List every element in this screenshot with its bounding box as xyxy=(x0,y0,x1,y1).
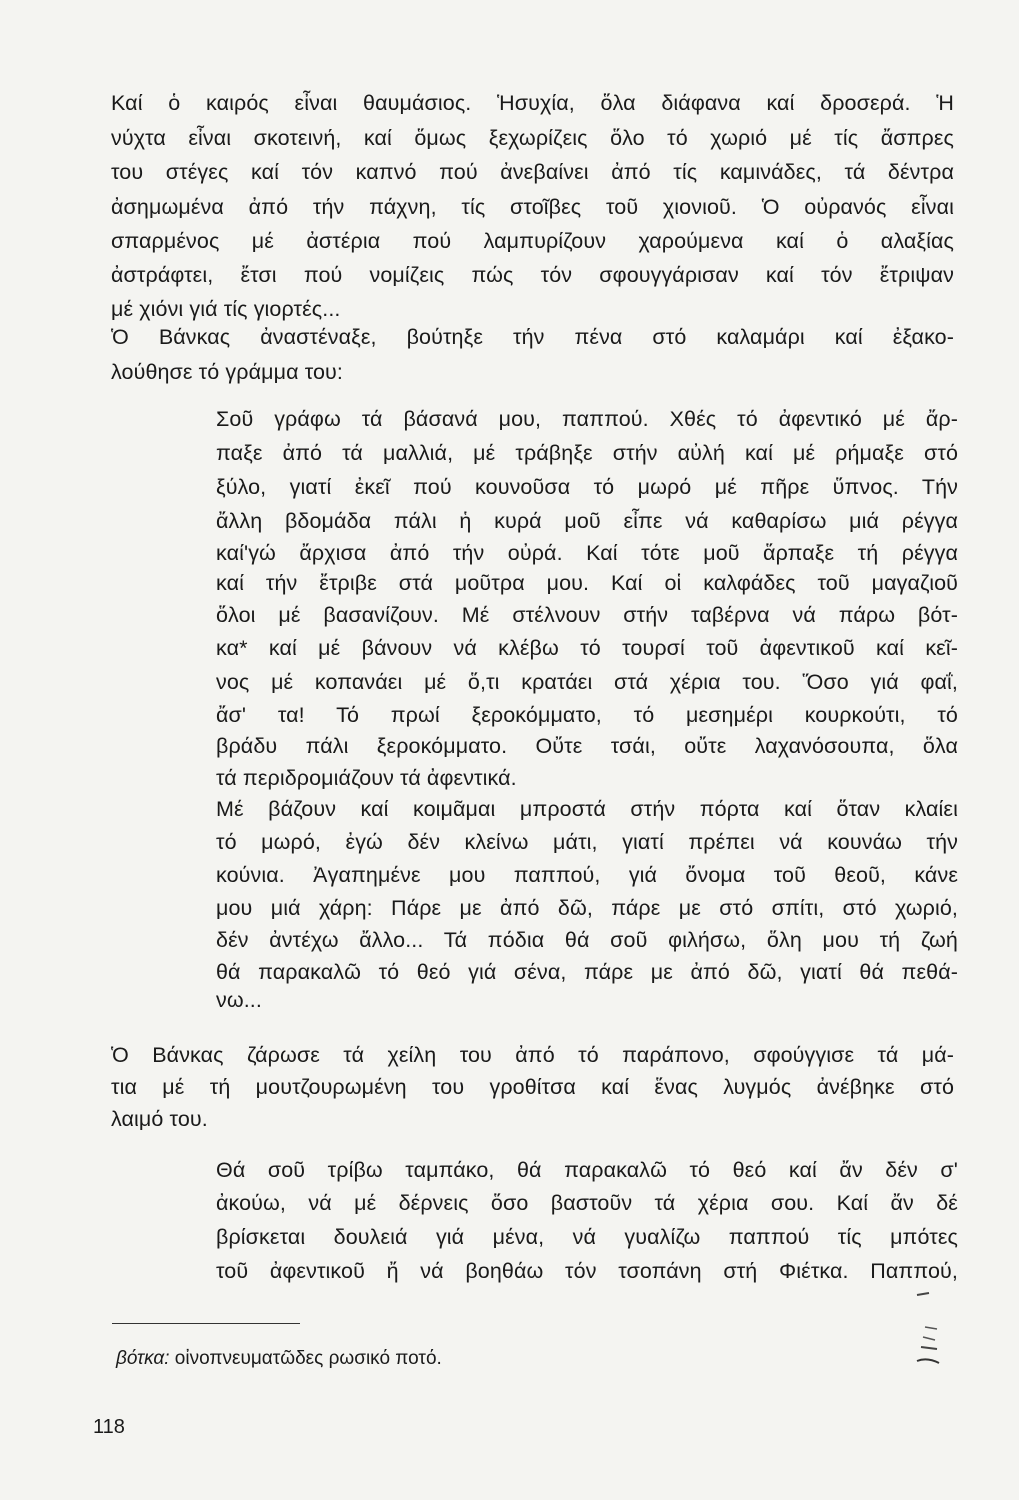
letter-line: τοῦ ἀφεντικοῦ ἤ νά βοηθάω τόν τσοπάνη στή Φιέτκα. Παππού, xyxy=(216,1259,958,1283)
text-line: σπαρμένος μέ ἀστέρια πού λαμπυρίζουν χαρούμενα καί ὁ αλαξίας xyxy=(111,229,954,253)
text-line: μέ χιόνι γιά τίς γιορτές... xyxy=(111,297,341,321)
text-line: του στέγες καί τόν καπνό πού ἀνεβαίνει ἀπό τίς καμινάδες, τά δέντρα xyxy=(111,160,954,184)
letter-line: ὅλοι μέ βασανίζουν. Μέ στέλνουν στήν ταβέρνα νά πάρω βότ- xyxy=(216,603,958,627)
letter-line: νος μέ κοπανάει μέ ὅ,τι κρατάει στά χέρια του. Ὅσο γιά φαΐ, xyxy=(216,670,958,694)
letter-line: νω... xyxy=(216,988,262,1012)
letter-line: Σοῦ γράφω τά βάσανά μου, παππού. Χθές τό ἀφεντικό μέ ἄρ- xyxy=(216,407,958,431)
letter-line: τά περιδρομιάζουν τά ἀφεντικά. xyxy=(216,766,517,790)
footnote-divider xyxy=(112,1323,300,1324)
text-line: ἀσημωμένα ἀπό τήν πάχνη, τίς στοῖβες τοῦ χιονιοῦ. Ὁ οὐρανός εἶναι xyxy=(111,195,954,219)
text-line: λούθησε τό γράμμα του: xyxy=(111,360,343,384)
letter-line: κα* καί μέ βάνουν νά κλέβω τό τουρσί τοῦ ἀφεντικοῦ καί κεῖ- xyxy=(216,636,958,660)
letter-line: ἀκούω, νά μέ δέρνεις ὅσο βαστοῦν τά χέρια σου. Καί ἄν δέ xyxy=(216,1191,958,1215)
letter-line: βράδυ πάλι ξεροκόμματο. Οὔτε τσάι, οὔτε λαχανόσουπα, ὅλα xyxy=(216,734,958,758)
letter-line: δέν ἀντέχω ἄλλο... Τά πόδια θά σοῦ φιλήσω, ὅλη μου τή ζωή xyxy=(216,928,958,952)
page-number: 118 xyxy=(93,1416,125,1438)
footnote-term: βότκα: xyxy=(116,1348,170,1369)
text-line: ἀστράφτει, ἔτσι πού νομίζεις πώς τόν σφουγγάρισαν καί τόν ἔτριψαν xyxy=(111,263,954,287)
margin-pencil-mark xyxy=(905,1285,945,1385)
text-line: νύχτα εἶναι σκοτεινή, καί ὅμως ξεχωρίζεις ὅλο τό χωριό μέ τίς ἄσπρες xyxy=(111,126,954,150)
letter-line: καί'γώ ἄρχισα ἀπό τήν οὐρά. Καί τότε μοῦ ἅρπαξε τή ρέγγα xyxy=(216,541,958,565)
letter-line: Μέ βάζουν καί κοιμᾶμαι μπροστά στήν πόρτα καί ὅταν κλαίει xyxy=(216,797,958,821)
letter-line: βρίσκεται δουλειά γιά μένα, νά γυαλίζω παππού τίς μπότες xyxy=(216,1225,958,1249)
letter-line: κούνια. Ἀγαπημένε μου παππού, γιά ὄνομα τοῦ θεοῦ, κάνε xyxy=(216,863,958,887)
letter-line: παξε ἀπό τά μαλλιά, μέ τράβηξε στήν αὐλή καί μέ ρήμαξε στό xyxy=(216,441,958,465)
text-line: Ὁ Βάνκας ζάρωσε τά χείλη του ἀπό τό παράπονο, σφούγγισε τά μά- xyxy=(111,1043,954,1067)
letter-line: ξύλο, γιατί ἐκεῖ πού κουνοῦσα τό μωρό μέ πῆρε ὕπνος. Τήν xyxy=(216,475,958,499)
letter-line: μου μιά χάρη: Πάρε με ἀπό δῶ, πάρε με στό σπίτι, στό χωριό, xyxy=(216,896,958,920)
letter-line: ἄσ' τα! Τό πρωί ξεροκόμματο, τό μεσημέρι κουρκούτι, τό xyxy=(216,703,958,727)
text-line: τια μέ τή μουτζουρωμένη του γροθίτσα καί ἕνας λυγμός ἀνέβηκε στό xyxy=(111,1075,954,1099)
text-line: λαιμό του. xyxy=(111,1107,208,1131)
letter-line: Θά σοῦ τρίβω ταμπάκο, θά παρακαλῶ τό θεό καί ἄν δέν σ' xyxy=(216,1158,958,1182)
text-line: Καί ὁ καιρός εἶναι θαυμάσιος. Ἡσυχία, ὅλα διάφανα καί δροσερά. Ἡ xyxy=(111,91,954,115)
letter-line: θά παρακαλῶ τό θεό γιά σένα, πάρε με ἀπό δῶ, γιατί θά πεθά- xyxy=(216,960,958,984)
letter-line: ἄλλη βδομάδα πάλι ἡ κυρά μοῦ εἶπε νά καθαρίσω μιά ρέγγα xyxy=(216,509,958,533)
text-line: Ὁ Βάνκας ἀναστέναξε, βούτηξε τήν πένα στό καλαμάρι καί ἐξακο- xyxy=(111,325,954,349)
footnote-text: οἰνοπνευματῶδες ρωσικό ποτό. xyxy=(174,1348,442,1369)
letter-line: τό μωρό, ἐγώ δέν κλείνω μάτι, γιατί πρέπει νά κουνάω τήν xyxy=(216,830,958,854)
letter-line: καί τήν ἔτριβε στά μοῦτρα μου. Καί οἱ καλφάδες τοῦ μαγαζιοῦ xyxy=(216,571,958,595)
footnote xyxy=(116,1346,442,1372)
